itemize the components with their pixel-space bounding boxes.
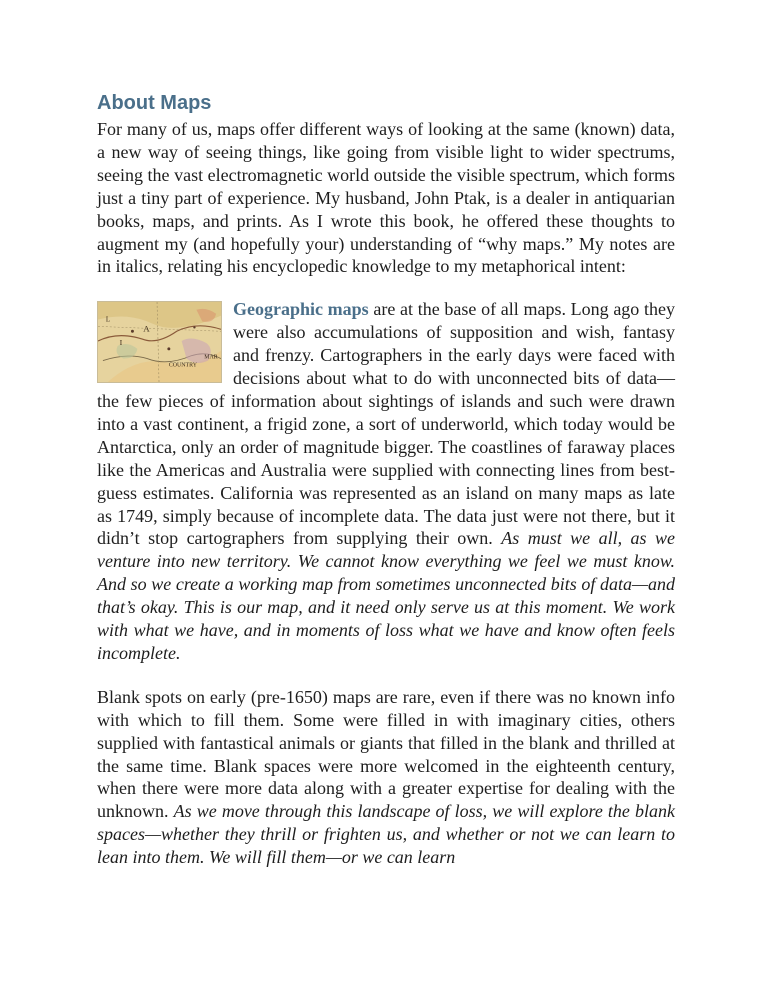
text-column: [97, 88, 675, 869]
map-label: COUNTRY: [168, 362, 197, 369]
map-label: MAR: [204, 354, 218, 361]
blank-spots-text: Blank spots on early (pre-1650) maps are rare, even if there was no known info with which to fill them. Some were filled in with imaginary cities, others supplied with fantastical animals or giants that filled in the blank and thrilled at the same time. Blank spaces were more welcomed in the eighteenth century, when there were more data along with a greater expertise for dealing with the unknown.: [97, 686, 675, 822]
map-label: A: [143, 323, 150, 334]
map-label: I: [119, 338, 123, 348]
antique-map-image: [97, 301, 222, 383]
antique-map-drawing: [98, 302, 221, 382]
geographic-maps-italic-note: As must we all, as we venture into new territory. We cannot know everything we feel we must know. And so we create a working map from sometimes unconnected bits of data—and that’s okay. This is our map, and it need only serve us at this moment. We work with what we have, and in moments of loss what we have and know often feels incomplete.: [97, 528, 675, 663]
intro-paragraph: For many of us, maps offer different ways of looking at the same (known) data, a new way of seeing things, like going from visible light to wider spectrums, seeing the vast electromagnetic world outside the visible spectrum, which forms just a tiny part of experience. My husband, John Ptak, is a dealer in antiquarian books, maps, and prints. As I wrote this book, he offered these thoughts to augment my (and hopefully your) understanding of “why maps.” My notes are in italics, relating his encyclopedic knowledge to my metaphorical intent:: [97, 119, 675, 277]
geographic-maps-paragraph: [97, 298, 675, 665]
blank-spots-italic-note: As we move through this landscape of loss, we will explore the blank spaces—whether they thrill or frighten us, and whether or not we can learn to lean into them. We will fill them—or we can learn: [97, 801, 675, 868]
section-heading: About Maps: [97, 92, 212, 114]
map-label: L: [105, 316, 111, 324]
geographic-maps-term: Geographic maps: [233, 299, 369, 320]
geographic-maps-text: are at the base of all maps. Long ago they were also accumulations of supposition and wish, fantasy and frenzy. Cartographers in the early days were faced with decisions about what to do with unconnected bits of data—the few pieces of information about sightings of islands and such were drawn into a vast continent, a frigid zone, a sort of underworld, which today would be Antarctica, only an order of magnitude bigger. The coastlines of faraway places like the Americas and Australia were supplied with connecting lines from best-guess estimates. California was represented as an island on many maps as late as 1749, simply because of incomplete data. The data just were not there, but it didn’t stop cartographers from supplying their own.: [97, 299, 675, 549]
blank-spots-paragraph: [97, 686, 675, 869]
